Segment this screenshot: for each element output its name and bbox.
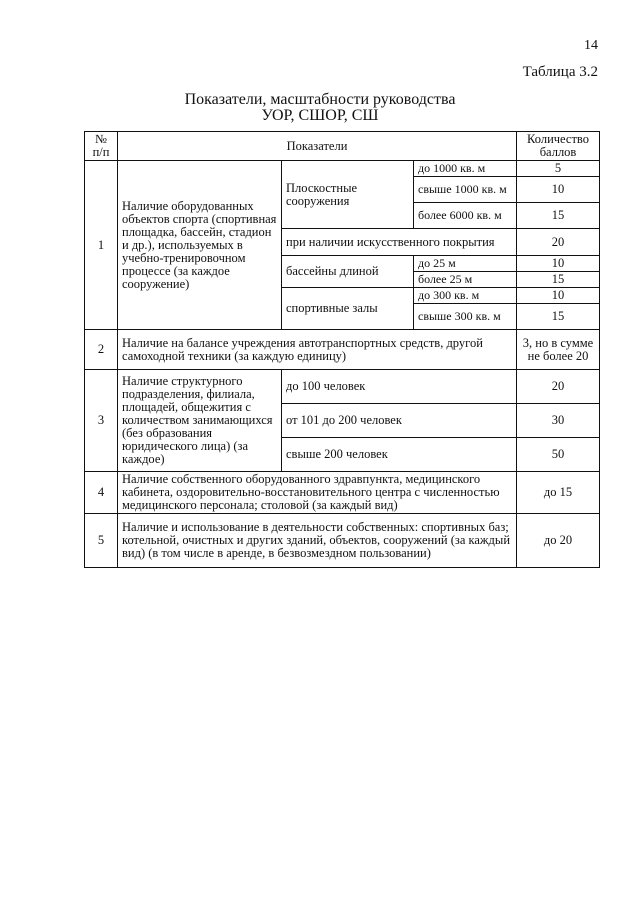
row-description: Наличие собственного оборудованного здравпункта, медицинского кабинета, оздоровительно-восстановительного центра с численностью медицинского персонала; столовой (за каждый вид) <box>118 472 517 514</box>
table-row <box>85 472 600 514</box>
points-cell: 15 <box>517 304 600 330</box>
condition-cell: более 6000 кв. м <box>414 203 517 229</box>
condition-cell: свыше 300 кв. м <box>414 304 517 330</box>
row-description: Наличие оборудованных объектов спорта (спортивная площадка, бассейн, стадион и др.), используемых в учебно-тренировочном процессе (за каждое сооружение) <box>118 161 282 330</box>
condition-cell: свыше 200 человек <box>282 438 517 472</box>
points-cell: до 15 <box>517 472 600 514</box>
row-number: 2 <box>85 330 118 370</box>
subcategory-label: Плоскостные сооружения <box>282 161 414 229</box>
subcategory-label: бассейны длиной <box>282 256 414 288</box>
points-cell: 10 <box>517 177 600 203</box>
points-cell: 20 <box>517 370 600 404</box>
title-line-2: УОР, СШОР, СШ <box>261 107 379 124</box>
table-row <box>85 514 600 568</box>
header-num: № п/п <box>85 132 118 161</box>
header-row <box>85 132 600 161</box>
row-number: 5 <box>85 514 118 568</box>
table-row <box>85 330 600 370</box>
subcategory-label: спортивные залы <box>282 288 414 330</box>
points-cell: 30 <box>517 404 600 438</box>
condition-cell: до 1000 кв. м <box>414 161 517 177</box>
indicators-table <box>84 131 600 568</box>
condition-cell: до 100 человек <box>282 370 517 404</box>
points-cell: 5 <box>517 161 600 177</box>
points-cell: 50 <box>517 438 600 472</box>
table-row <box>85 161 600 177</box>
subcategory-label: при наличии искусственного покрытия <box>282 229 517 256</box>
points-cell: 10 <box>517 288 600 304</box>
condition-cell: более 25 м <box>414 272 517 288</box>
row-description: Наличие на балансе учреждения автотранспортных средств, другой самоходной техники (за каждую единицу) <box>118 330 517 370</box>
table-row <box>85 370 600 404</box>
row-description: Наличие структурного подразделения, филиала, площадей, общежития с количеством занимающихся (без образования юридического лица) (за каждое) <box>118 370 282 472</box>
condition-cell: свыше 1000 кв. м <box>414 177 517 203</box>
table-label: Таблица 3.2 <box>522 64 598 80</box>
points-cell: 3, но в сумме не более 20 <box>517 330 600 370</box>
table-title <box>0 92 640 124</box>
condition-cell: от 101 до 200 человек <box>282 404 517 438</box>
condition-cell: до 300 кв. м <box>414 288 517 304</box>
points-cell: 10 <box>517 256 600 272</box>
points-cell: 15 <box>517 203 600 229</box>
row-number: 3 <box>85 370 118 472</box>
page-number: 14 <box>584 38 598 53</box>
row-number: 1 <box>85 161 118 330</box>
points-cell: 20 <box>517 229 600 256</box>
points-cell: до 20 <box>517 514 600 568</box>
header-indicators: Показатели <box>118 132 517 161</box>
title-line-1: Показатели, масштабности руководства <box>184 91 456 108</box>
header-points: Количество баллов <box>517 132 600 161</box>
row-description: Наличие и использование в деятельности собственных: спортивных баз; котельной, очистных и других зданий, объектов, сооружений (за каждый вид) (в том числе в аренде, в безвозмездном пользовании) <box>118 514 517 568</box>
points-cell: 15 <box>517 272 600 288</box>
condition-cell: до 25 м <box>414 256 517 272</box>
row-number: 4 <box>85 472 118 514</box>
